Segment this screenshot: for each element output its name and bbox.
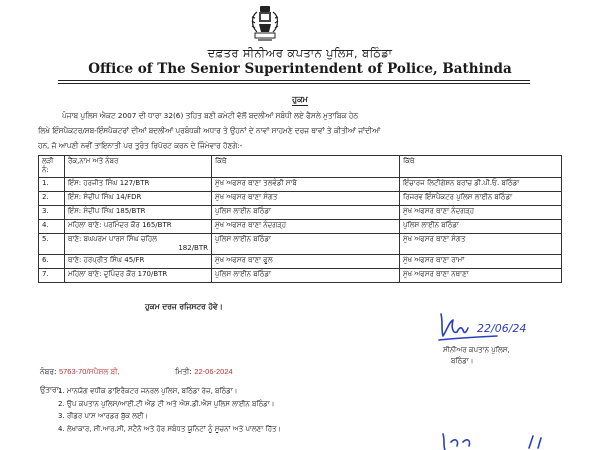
reference-label: ਨੰਬਰ: [40, 367, 57, 376]
name-text: ਥਾਣੇ: ਬਘਪਰਮ ਪਾਰਸ ਸਿੰਘ ਚਹਿਲ [68, 235, 157, 243]
column-header-to: ਕਿੱਥੇ [400, 156, 562, 178]
serial-cell: 3. [39, 206, 65, 220]
reference-date [175, 367, 233, 377]
header-rule [58, 80, 530, 81]
column-header-serial: ਲੜੀ ਨੰ: [39, 156, 65, 178]
register-note: ਹੁਕਮ ਦਰਜ ਰਜਿਸਟਰ ਹੋਵੇ। [145, 302, 223, 311]
name-cell: ਮਹਿਲਾ ਥਾਣੇ: ਦੁਪਿੰਦਰ ਕੌਰ 170/BTR [65, 269, 212, 283]
reference-value: 5763-70/ਸਪੈਸ਼ਲ ਬੀ, [58, 367, 120, 376]
office-title-english: Office of The Senior Superintendent of Police, Bathinda [88, 61, 512, 77]
to-cell: ਮੁੱਖ ਅਫਸਰ ਥਾਣਾ ਸੰਗਤ [400, 234, 562, 255]
table-row [39, 255, 562, 269]
list-item: 2. ਉਪ ਕਪਤਾਨ ਪੁਲਿਸ/ਆਈ.ਟੀ ਐਂਡ ਟੀ ਅਤੇ ਐਸ.ਡੀ.ਐਸ ਪੁਲਿਸ ਲਾਈਨ ਬਠਿੰਡਾ। [58, 399, 275, 408]
intro-line: ਲਿਖੇ ਇੰਸਪੈਕਟਰ/ਸਬ-ਇੰਸਪੈਕਟਰਾਂ ਦੀਆਂ ਬਦਲੀਆਂ ਪ੍ਰਬੰਧਕੀ ਅਧਾਰ ਤੇ ਉਹਨਾਂ ਦੇ ਨਾਵਾਂ ਸਾਹਮਣੇ ਦਰਜ ਥਾਵਾਂ ਤੇ ਕੀਤੀਆਂ ਜਾਂਦੀਆਂ [38, 126, 381, 135]
to-cell: ਮੁੱਖ ਅਫਸਰ ਥਾਣਾ ਨਥਾਣਾ [400, 269, 562, 283]
table-row [39, 206, 562, 220]
to-cell: ਰਿਜਰਵ ਇੰਸਪੈਕਟਰ ਪੁਲਿਸ ਲਾਈਨ ਬਠਿੰਡਾ [400, 192, 562, 206]
serial-cell: 6. [39, 255, 65, 269]
serial-cell: 1. [39, 178, 65, 192]
name-cell: ਇੰਸ: ਹਰਜੀਤ ਸਿੰਘ 127/BTR [65, 178, 212, 192]
to-cell: ਪੁਲਿਸ ਲਾਈਨ ਬਠਿੰਡਾ [400, 220, 562, 234]
table-row [39, 269, 562, 283]
table-header-row [39, 156, 562, 178]
office-title-punjabi: ਦਫ਼ਤਰ ਸੀਨੀਅਰ ਕਪਤਾਨ ਪੁਲਿਸ, ਬਠਿੰਡਾ [207, 46, 393, 60]
signatory-title-line: ਸੀਨੀਅਰ ਕਪਤਾਨ ਪੁਲਿਸ, [443, 346, 510, 354]
to-cell: ਇੰਚਾਰਜ ਲਿਟੀਗੇਸ਼ਨ ਬਰਾਂਚ ਡੀ.ਪੀ.ਓ. ਬਠਿੰਡਾ [400, 178, 562, 192]
list-item: 3. ਰੀਡਰ ਪਾਸ ਆਰਡਰ ਬੁੱਕ ਲਈ। [58, 412, 149, 420]
copy-to-list [58, 385, 281, 435]
date-value: 22-06-2024 [194, 367, 233, 376]
name-number: 182/BTR [178, 244, 208, 252]
from-cell: ਪੁਲਿਸ ਲਾਈਨ ਬਠਿੰਡਾ [212, 234, 400, 255]
serial-cell: 2. [39, 192, 65, 206]
name-cell: ਇੰਸ: ਸੰਦੀਪ ਸਿੰਘ 185/BTR [65, 206, 212, 220]
signatory-title [443, 345, 510, 367]
column-header-name: ਰੈਂਕ,ਨਾਮ ਅਤੇ ਨੰਬਰ [65, 156, 212, 178]
serial-cell: 4. [39, 220, 65, 234]
intro-line: ਹਨ, ਜੋ ਆਪਣੀ ਨਵੀਂ ਤਾਇਨਾਤੀ ਪਰ ਤੁਰੰਤ ਰਿਪੋਰਟ ਕਰਨ ਦੇ ਜਿੰਮੇਵਾਰ ਹੋਣਗੇ:- [38, 141, 243, 150]
reference-number [40, 367, 120, 377]
table-row [39, 234, 562, 255]
from-cell: ਪੁਲਿਸ ਲਾਈਨ ਬਠਿੰਡਾ [212, 206, 400, 220]
name-cell [65, 234, 212, 255]
serial-cell: 7. [39, 269, 65, 283]
from-cell: ਪੁਲਿਸ ਲਾਈਨ ਬਠਿੰਡਾ [212, 269, 400, 283]
copy-to-label: ਉਤਾਰਾ: [40, 385, 62, 394]
table-row [39, 192, 562, 206]
from-cell: ਮੁੱਖ ਅਫਸਰ ਥਾਣਾ ਫੂਲ [212, 255, 400, 269]
list-item: 1. ਮਾਨਯੋਗ ਵਧੀਕ ਡਾਇਰੈਕਟਰ ਜਨਰਲ ਪੁਲਿਸ, ਬਠਿੰਡਾ ਰੇਜ਼, ਬਠਿੰਡਾ। [58, 387, 238, 395]
second-signature [437, 432, 557, 450]
from-cell: ਮੁੱਖ ਅਫਸਰ ਥਾਣਾ ਨੰਦਗੜ੍ਹ [212, 220, 400, 234]
column-header-from: ਕਿੱਥੋਂ [212, 156, 400, 178]
handwritten-signature [437, 310, 537, 346]
table-row [39, 178, 562, 192]
list-item: 4. ਲੇਖਾਕਾਰ, ਸੀ.ਆਰ.ਸੀ, ਸਟੈਨੋ ਅਤੇ ਹੋਰ ਸਬੰਧਤ ਯੂਨਿਟਾਂ ਨੂੰ ਸੂਚਨਾਂ ਅਤੇ ਪਾਲਣਾ ਹਿੱਤ। [58, 424, 282, 433]
header-rule [58, 83, 530, 84]
from-cell: ਮੁੱਖ ਅਫਸਰ ਥਾਣਾ ਤਲਵੰਡੀ ਸਾਬੋ [212, 178, 400, 192]
to-cell: ਮੁੱਖ ਅਫਸਰ ਥਾਣਾ ਰਾਮਾਂ [400, 255, 562, 269]
from-cell: ਮੁੱਖ ਅਫਸਰ ਥਾਣਾ ਸੰਗਤ [212, 192, 400, 206]
transfer-table [38, 155, 562, 283]
punjab-police-emblem-icon [241, 2, 289, 46]
intro-paragraph [38, 108, 562, 153]
order-heading: ਹੁਕਮ [292, 95, 308, 104]
table-row [39, 220, 562, 234]
to-cell: ਮੁੱਖ ਅਫਸਰ ਥਾਣਾ ਨੰਦਗੜ੍ਹ [400, 206, 562, 220]
name-cell: ਥਾਣੇ: ਹਰਪ੍ਰੀਤ ਸਿੰਘ 45/FR [65, 255, 212, 269]
intro-line: ਪੰਜਾਬ ਪੁਲਿਸ ਐਕਟ 2007 ਦੀ ਧਾਰਾ 32(6) ਤਹਿਤ ਬਣੀ ਕਮੇਟੀ ਵੱਲੋਂ ਬਦਲੀਆਂ ਸਬੰਧੀ ਲਏ ਫੈਸਲੇ ਮੁਤਾਬਿਕ ਹੇਠ [62, 111, 359, 120]
date-label: ਮਿਤੀ: [175, 367, 192, 376]
name-cell: ਮਹਿਲਾ ਥਾਣੇ: ਪਰਮਿੰਦਰ ਕੌਰ 165/BTR [65, 220, 212, 234]
signatory-location: ਬਠਿੰਡਾ। [451, 357, 474, 365]
name-cell: ਇੰਸ: ਸੰਦੀਪ ਸਿੰਘ 14/FDR [65, 192, 212, 206]
signature-date: 22/06/24 [477, 322, 527, 335]
serial-cell: 5. [39, 234, 65, 255]
